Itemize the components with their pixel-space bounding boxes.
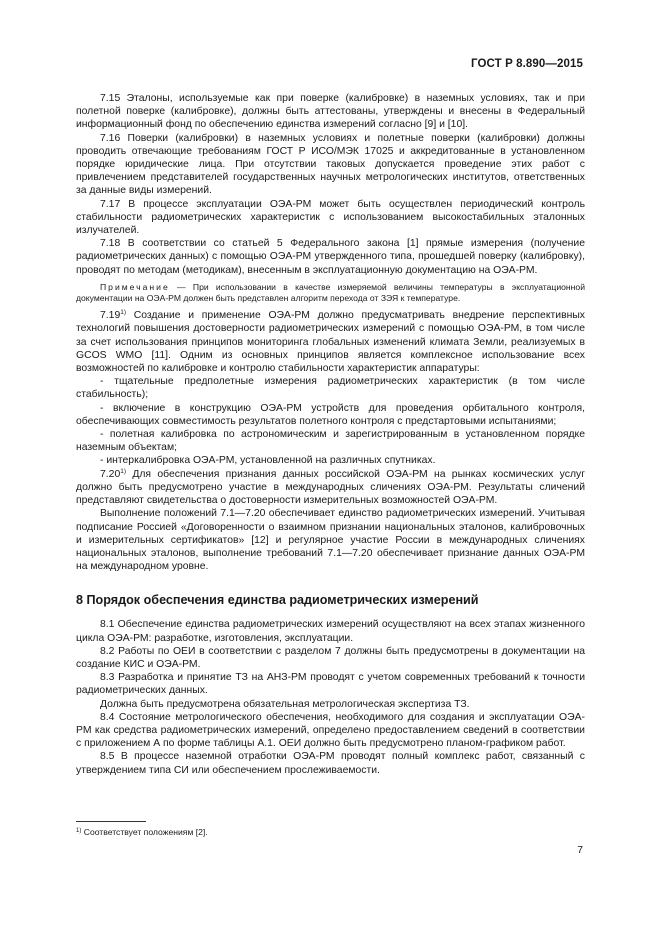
- paragraph-summary: Выполнение положений 7.1—7.20 обеспечивает единство радиометрических измерений. Учитывая подписание Россией «Договоренности о взаимном признании национальных эталонов, калибровочных и измерительных сертификатов» [12] и регулярное участие России в международных сличениях национальных эталонов, выполнение требований 7.1—7.20 обеспечивает признание данных ОЭА-РМ на международном уровне.: [76, 508, 585, 573]
- footnote-divider: [76, 821, 146, 822]
- paragraph-8-3: 8.3 Разработка и принятие ТЗ на АНЗ-РМ проводят с учетом современных требований к точности радиометрических данных.: [76, 672, 585, 697]
- list-item: - полетная калибровка по астрономическим и зарегистрированным в установленном порядке наземным объектам;: [76, 429, 585, 454]
- document-body: [76, 92, 585, 777]
- list-item: - тщательные предполетные измерения радиометрических характеристик (в том числе стабильность);: [76, 376, 585, 401]
- paragraph-7-20-number: 7.20: [100, 468, 121, 480]
- section-heading: 8 Порядок обеспечения единства радиометрических измерений: [76, 593, 479, 608]
- paragraph-7-19-number: 7.19: [100, 310, 121, 322]
- note-label: Примечание: [100, 281, 170, 292]
- paragraph-8-1: 8.1 Обеспечение единства радиометрических измерений осуществляют на всех этапах жизненного цикла ОЭА-РМ: разработке, изготовления, эксплуатации.: [76, 619, 585, 644]
- footnote-ref: 1): [120, 309, 127, 317]
- footnote-ref: 1): [120, 467, 127, 475]
- paragraph-7-15: 7.15 Эталоны, используемые как при поверке (калибровке) в наземных условиях, так и при полетной поверке (калибровке), должны быть аттестованы, утверждены и внесены в Федеральный информационный фонд по обеспечению единства измерений согласно [9] и [10].: [76, 93, 585, 131]
- paragraph-7-20: [76, 468, 585, 508]
- paragraph-8-5: 8.5 В процессе наземной отработки ОЭА-РМ проводят полный комплекс работ, связанный с утверждением типа СИ или обеспечением прослеживаемости.: [76, 751, 585, 776]
- footnote: [76, 827, 208, 838]
- paragraph-7-16: 7.16 Поверки (калибровки) в наземных условиях и полетные поверки (калибровки) должны проводить отвечающие требованиям ГОСТ Р ИСО/МЭК 17025 и аккредитованные в установленном порядке юридические лица. При отсутствии таковых допускается проведение этих работ с привлечением представителей государственных научных метрологических институтов, ответственных за данные виды измерений.: [76, 132, 585, 197]
- note-text: — При использовании в качестве измеряемой величины температуры в эксплуатационной документации на ОЭА-РМ должен быть представлен алгоритм перехода от ЗЭЯ к температуре.: [76, 281, 585, 304]
- footnote-marker: 1): [76, 828, 82, 834]
- paragraph-7-20-text: Для обеспечения признания данных российской ОЭА-РМ на рынках космических услуг должно быть предусмотрено участие в международных сличениях ОЭА-РМ. Результаты сличений представляют свидетельства о достоверности измерительных возможностей ОЭА-РМ.: [76, 468, 585, 507]
- paragraph-8-2: 8.2 Работы по ОЕИ в соответствии с разделом 7 должны быть предусмотрены в документации на создание КИС и ОЭА-РМ.: [76, 645, 585, 670]
- paragraph-7-19-text: Создание и применение ОЭА-РМ должно предусматривать внедрение перспективных технологий повышения достоверности радиометрических измерений с помощью ОЭА-РМ, в том числе за счет использования принципов мониторинга глобальных изменений климата Земли, реализуемых в GCOS WMO [11]. Одним из основных принципов является комплексное использование всех возможностей по калибровке и контролю стабильности характеристик аппаратуры:: [76, 310, 585, 375]
- list-item: - интеркалибровка ОЭА-РМ, установленной на различных спутниках.: [100, 455, 436, 467]
- page-number: 7: [577, 845, 583, 856]
- footnote-text: Соответствует положениям [2].: [81, 827, 208, 837]
- paragraph-7-19: [76, 309, 585, 375]
- paragraph-8-4: 8.4 Состояние метрологического обеспечения, необходимого для создания и эксплуатации ОЭА-РМ как средства радиометрических измерений, определено предоставлением сведений в соответствии с приложением А по форме таблицы А.1. ОЕИ должно быть предусмотрено планом-графиком работ.: [76, 711, 585, 750]
- list-item: - включение в конструкцию ОЭА-РМ устройств для проведения орбитального контроля, обеспечивающих совместимость результатов полетного контроля с предстартовыми испытаниями;: [76, 402, 585, 427]
- document-header: ГОСТ Р 8.890—2015: [471, 58, 583, 70]
- paragraph-7-18: 7.18 В соответствии со статьей 5 Федерального закона [1] прямые измерения (получение радиометрических данных) с помощью ОЭА-РМ утвержденного типа, прошедшей поверку (калибровку), проводят по методам (методикам), внесенным в эксплуатационную документацию на ОЭА-РМ.: [76, 238, 585, 276]
- note: [76, 282, 585, 304]
- paragraph-7-17: 7.17 В процессе эксплуатации ОЭА-РМ может быть осуществлен периодический контроль стабильности радиометрических характеристик с использованием высокостабильных эталонных излучателей.: [76, 198, 585, 237]
- paragraph-8-3-continuation: Должна быть предусмотрена обязательная метрологическая экспертиза ТЗ.: [100, 698, 470, 710]
